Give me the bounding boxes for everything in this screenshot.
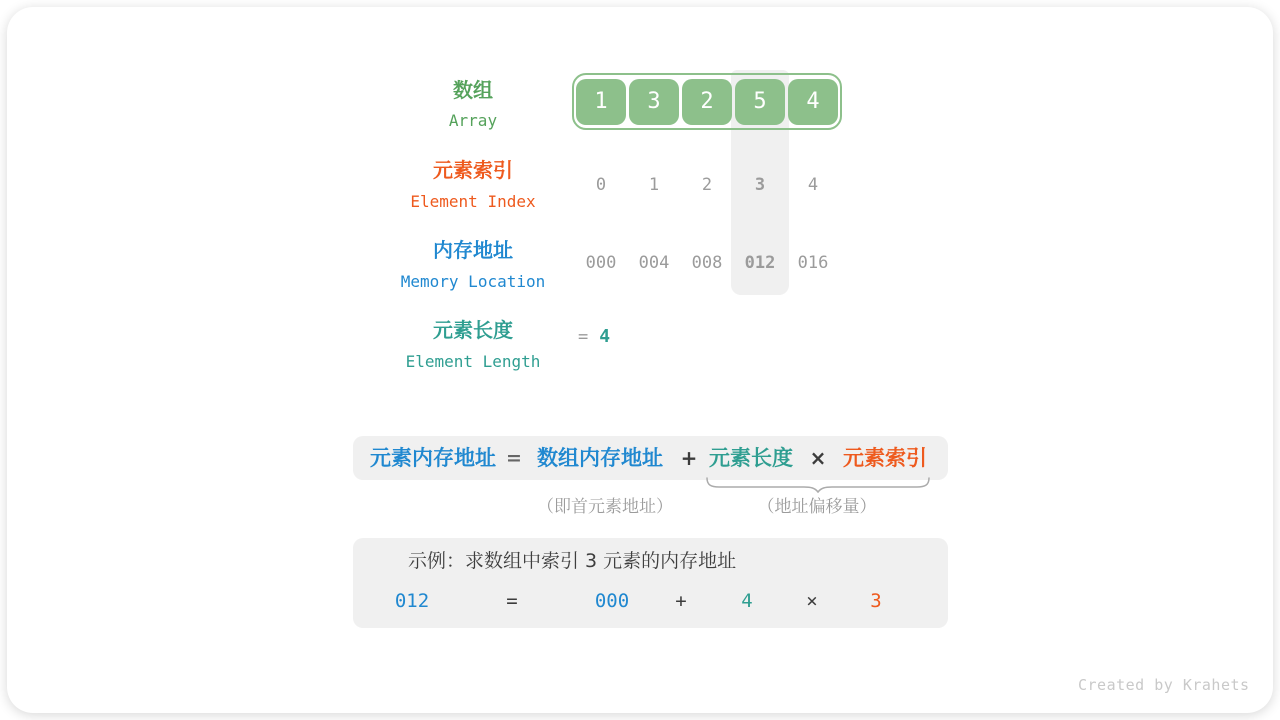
- note-address-offset: （地址偏移量）: [757, 497, 877, 517]
- example-length: 4: [741, 590, 753, 612]
- example-times: ×: [806, 590, 818, 612]
- array-container: [572, 73, 842, 130]
- label-memory-zh: 内存地址: [433, 238, 513, 262]
- credit-text: Created by Krahets: [1078, 676, 1250, 694]
- index-value: 4: [807, 175, 819, 195]
- array-cell: 1: [576, 79, 626, 125]
- formula-element-index: 元素索引: [843, 446, 927, 470]
- label-index-en: Element Index: [410, 192, 536, 211]
- label-length-en: Element Length: [405, 352, 541, 371]
- array-cell: 4: [788, 79, 838, 125]
- label-length-zh: 元素长度: [433, 318, 513, 342]
- array-cell: 5: [735, 79, 785, 125]
- example-base-address: 000: [594, 590, 630, 612]
- address-value-highlighted: 012: [744, 253, 776, 273]
- note-first-element-address: （即首元素地址）: [537, 497, 673, 517]
- underbrace: [706, 477, 930, 493]
- array-cell: 2: [682, 79, 732, 125]
- example-title: 示例：求数组中索引 3 元素的内存地址: [408, 550, 737, 572]
- formula-array-address: 数组内存地址: [537, 446, 663, 470]
- index-value: 2: [701, 175, 713, 195]
- index-value: 0: [595, 175, 607, 195]
- formula-times: ×: [809, 446, 827, 470]
- formula-element-address: 元素内存地址: [370, 446, 496, 470]
- array-cell: 3: [629, 79, 679, 125]
- formula-equals: =: [506, 447, 522, 469]
- address-value: 000: [585, 253, 617, 273]
- element-length-value: [578, 326, 610, 348]
- formula-box: [353, 436, 948, 480]
- address-value: 004: [638, 253, 670, 273]
- label-index-zh: 元素索引: [433, 158, 513, 182]
- index-value-highlighted: 3: [754, 175, 766, 195]
- example-equals: =: [506, 590, 518, 612]
- label-array-en: Array: [448, 111, 498, 130]
- label-array-zh: 数组: [453, 78, 493, 102]
- example-index: 3: [870, 590, 882, 612]
- label-memory-en: Memory Location: [400, 272, 546, 291]
- address-value: 008: [691, 253, 723, 273]
- formula-element-length: 元素长度: [709, 446, 793, 470]
- example-plus: +: [675, 590, 687, 612]
- formula-plus: +: [680, 446, 698, 470]
- example-box: [353, 538, 948, 628]
- address-value: 016: [797, 253, 829, 273]
- index-value: 1: [648, 175, 660, 195]
- length-number: 4: [599, 326, 611, 347]
- equals-sign: =: [578, 327, 589, 347]
- example-result: 012: [394, 590, 430, 612]
